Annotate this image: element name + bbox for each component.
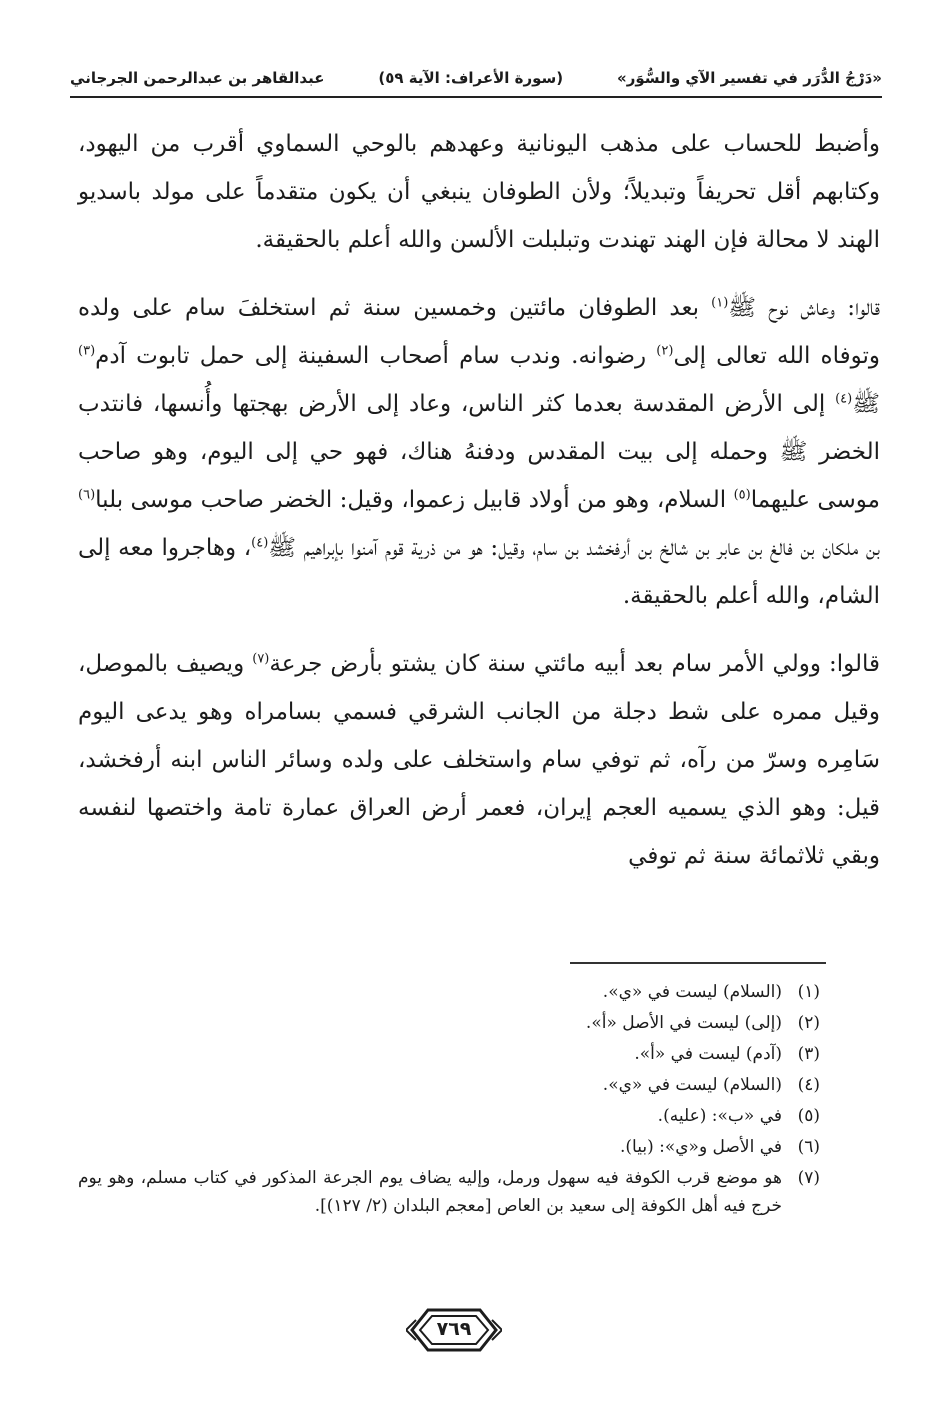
- paragraph: [78, 640, 880, 880]
- text-run: قالوا: وعاش نوح ﷺ: [728, 295, 880, 321]
- header-rule: [70, 96, 882, 98]
- footnote-reference: (٤): [835, 391, 853, 407]
- footnote-reference: (٤): [251, 535, 269, 551]
- footnote-number: (٤): [797, 1075, 820, 1095]
- footnote: [78, 978, 820, 1006]
- footnote: [78, 1040, 820, 1068]
- footnote-separator: [570, 962, 826, 964]
- footnote-text: في «ب»: (عليه).: [657, 1106, 782, 1126]
- footnote: [78, 1102, 820, 1130]
- footnote: [78, 1009, 820, 1037]
- text-run: بن ملكان بن فالغ بن عابر بن شالخ بن أرفخشد بن سام، وقيل: هو من ذرية قوم آمنوا بإبراهيم ﷺ: [268, 535, 880, 561]
- text-run: وأضبط للحساب على مذهب اليونانية وعهدهم بالوحي السماوي أقرب من اليهود، وكتابهم أقل تحريفاً وتبديلاً؛ ولأن الطوفان ينبغي أن يكون متقدماً على مولد باسديو الهند لا محالة فإن الهند تهندت وتبلبلت الألسن والله أعلم بالحقيقة.: [78, 131, 880, 253]
- footnote-text: (السلام) ليست في «ي».: [602, 1075, 782, 1095]
- text-run: بعد الطوفان مائتين وخمسين سنة ثم استخلفَ سام على ولده وتوفاه الله تعالى إلى: [78, 295, 880, 369]
- header-author: عبدالقاهر بن عبدالرحمن الجرجاني: [70, 69, 325, 87]
- footnotes: [78, 978, 820, 1223]
- page-number: ٧٦٩: [436, 1318, 472, 1340]
- footnote: [78, 1071, 820, 1099]
- footnote-number: (٦): [797, 1137, 820, 1157]
- footnote: [78, 1133, 820, 1161]
- text-run: إلى الأرض المقدسة بعدما كثر الناس، وعاد إلى الأرض بهجتها وأُنسها، فانتدب الخضر ﷺ وحمله إلى بيت المقدس ودفنهُ هناك، فهو حي إلى اليوم، وهو صاحب موسى عليهما: [78, 391, 880, 513]
- text-run: ويصيف بالموصل، وقيل ممره على شط دجلة من الجانب الشرقي فسمي بسامراه وهو يدعى اليوم سَامِره وسرّ من رآه، ثم توفي سام واستخلف على ولده وسائر الناس ابنه أرفخشد، قيل: وهو الذي يسميه العجم إيران، فعمر أرض العراق عمارة تامة واختصها لنفسه وبقي ثلاثمائة سنة ثم توفي: [78, 651, 880, 869]
- footnote-text: (إلى) ليست في الأصل «أ».: [585, 1013, 782, 1033]
- footnote-text: (آدم) ليست في «أ».: [634, 1044, 782, 1064]
- footnote-reference: (٢): [656, 343, 674, 359]
- footnote-text: في الأصل و«ي»: (بيا).: [620, 1137, 782, 1157]
- footnote-reference: (٦): [78, 487, 96, 503]
- text-run: السلام، وهو من أولاد قابيل زعموا، وقيل: الخضر صاحب موسى بلبا: [95, 487, 734, 513]
- text-run: رضوانه. وندب سام أصحاب السفينة إلى حمل تابوت آدم: [95, 343, 657, 369]
- footnote-reference: (١): [711, 295, 729, 311]
- footnote-reference: (٣): [78, 343, 96, 359]
- header-book-title: «دَرْجُ الدُّرَر في تفسير الآي والسُّوَر»: [617, 69, 882, 87]
- footnote-text: (السلام) ليست في «ي».: [602, 982, 782, 1002]
- footnote-text: هو موضع قرب الكوفة فيه سهول ورمل، وإليه يضاف يوم الجرعة المذكور في كتاب مسلم، وهو يوم خرج فيه أهل الكوفة إلى سعيد بن العاص [معجم البلدان (٢/ ١٢٧)].: [78, 1168, 782, 1216]
- footnote-number: (٥): [797, 1106, 820, 1126]
- running-header: [70, 66, 882, 90]
- header-surah-reference: (سورة الأعراف: الآية ٥٩): [378, 69, 564, 87]
- footnote-reference: (٥): [733, 487, 751, 503]
- footnote-number: (٣): [797, 1044, 820, 1064]
- paragraph: [78, 284, 880, 620]
- footnote-reference: (٧): [252, 651, 270, 667]
- text-run: ، وهاجروا معه إلى الشام، والله أعلم بالحقيقة.: [78, 535, 880, 609]
- text-run: ﷺ: [852, 391, 880, 417]
- footnote: [78, 1164, 820, 1220]
- main-text: [78, 120, 880, 880]
- paragraph: [78, 120, 880, 264]
- footnote-number: (١): [797, 982, 820, 1002]
- footnote-number: (٢): [797, 1013, 820, 1033]
- footnote-number: (٧): [797, 1168, 820, 1188]
- text-run: قالوا: وولي الأمر سام بعد أبيه مائتي سنة كان يشتو بأرض جرعة: [269, 651, 881, 677]
